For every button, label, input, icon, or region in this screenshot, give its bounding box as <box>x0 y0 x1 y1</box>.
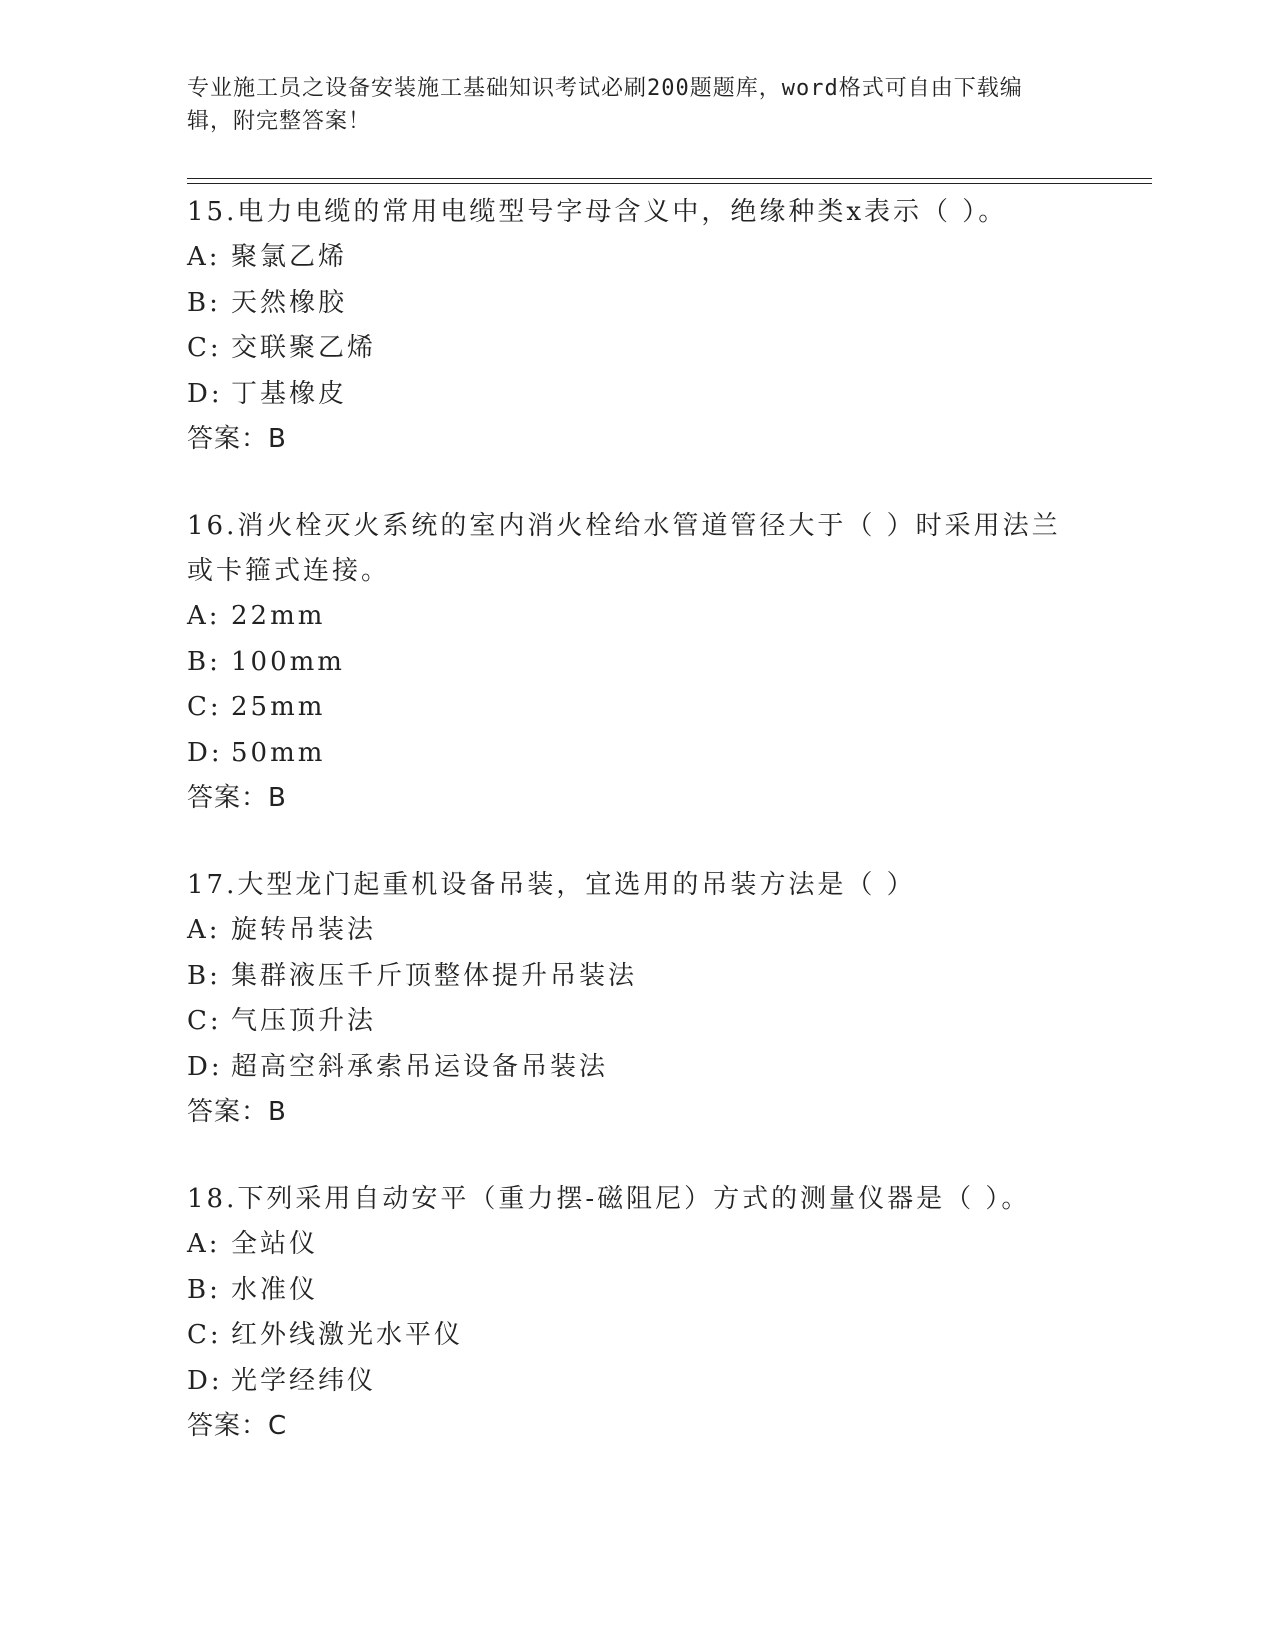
option-letter: A: <box>187 1229 221 1259</box>
question-18 <box>187 1177 1087 1449</box>
question-stem: 18.下列采用自动安平（重力摆-磁阻尼）方式的测量仪器是（ ）。 <box>187 1184 1031 1214</box>
option-letter: D: <box>187 1051 223 1082</box>
question-list <box>187 190 1087 1491</box>
option-text: 丁基橡皮 <box>231 378 348 409</box>
answer-line: 答案：B <box>187 783 287 813</box>
option-c <box>187 999 1087 1045</box>
question-16 <box>187 504 1087 821</box>
option-letter: B: <box>187 646 221 677</box>
header-title: 专业施工员之设备安装施工基础知识考试必刷200题题库，word格式可自由下载编辑，附完整答案！ <box>187 76 1023 134</box>
option-a <box>187 235 1087 281</box>
option-d <box>187 731 1087 777</box>
option-b <box>187 1268 1087 1314</box>
option-d <box>187 1045 1087 1091</box>
option-a <box>187 594 1087 640</box>
document-header <box>187 72 1067 138</box>
answer-line: 答案：B <box>187 1097 287 1127</box>
option-text: 全站仪 <box>231 1229 319 1259</box>
option-text: 集群液压千斤顶整体提升吊装法 <box>231 960 638 991</box>
option-text: 25mm <box>231 692 326 722</box>
option-a <box>187 908 1087 954</box>
option-letter: C: <box>187 692 222 722</box>
option-text: 天然橡胶 <box>231 287 348 318</box>
option-letter: D: <box>187 737 223 768</box>
option-text: 聚氯乙烯 <box>231 242 348 272</box>
option-letter: A: <box>187 242 221 272</box>
option-text: 超高空斜承索吊运设备吊装法 <box>231 1051 609 1082</box>
answer-line: 答案：B <box>187 424 287 454</box>
option-text: 50mm <box>231 737 326 768</box>
option-letter: D: <box>187 1365 223 1396</box>
option-text: 100mm <box>231 646 345 677</box>
option-text: 红外线激光水平仪 <box>231 1320 464 1350</box>
option-text: 光学经纬仪 <box>231 1365 377 1396</box>
option-letter: B: <box>187 287 221 318</box>
question-15 <box>187 190 1087 462</box>
option-letter: C: <box>187 1320 222 1350</box>
option-letter: C: <box>187 1006 222 1036</box>
question-stem: 17.大型龙门起重机设备吊装，宜选用的吊装方法是（ ） <box>187 870 916 900</box>
option-letter: D: <box>187 378 223 409</box>
question-stem: 15.电力电缆的常用电缆型号字母含义中，绝缘种类x表示（ ）。 <box>187 197 1008 227</box>
option-text: 交联聚乙烯 <box>231 333 377 363</box>
option-text: 气压顶升法 <box>231 1006 377 1036</box>
option-letter: A: <box>187 601 221 631</box>
option-b <box>187 954 1087 1000</box>
option-a <box>187 1222 1087 1268</box>
option-letter: C: <box>187 333 222 363</box>
question-stem: 16.消火栓灭火系统的室内消火栓给水管道管径大于（ ）时采用法兰或卡箍式连接。 <box>187 511 1061 586</box>
option-letter: B: <box>187 1274 221 1305</box>
option-text: 水准仪 <box>231 1274 319 1305</box>
question-17 <box>187 863 1087 1135</box>
option-letter: A: <box>187 915 221 945</box>
header-divider-top <box>187 178 1152 179</box>
answer-line: 答案：C <box>187 1411 288 1441</box>
option-d <box>187 372 1087 418</box>
option-c <box>187 326 1087 372</box>
header-divider-bottom <box>187 183 1152 184</box>
option-letter: B: <box>187 960 221 991</box>
option-b <box>187 640 1087 686</box>
option-b <box>187 281 1087 327</box>
option-d <box>187 1359 1087 1405</box>
option-text: 旋转吊装法 <box>231 915 377 945</box>
option-c <box>187 685 1087 731</box>
option-text: 22mm <box>231 601 326 631</box>
option-c <box>187 1313 1087 1359</box>
